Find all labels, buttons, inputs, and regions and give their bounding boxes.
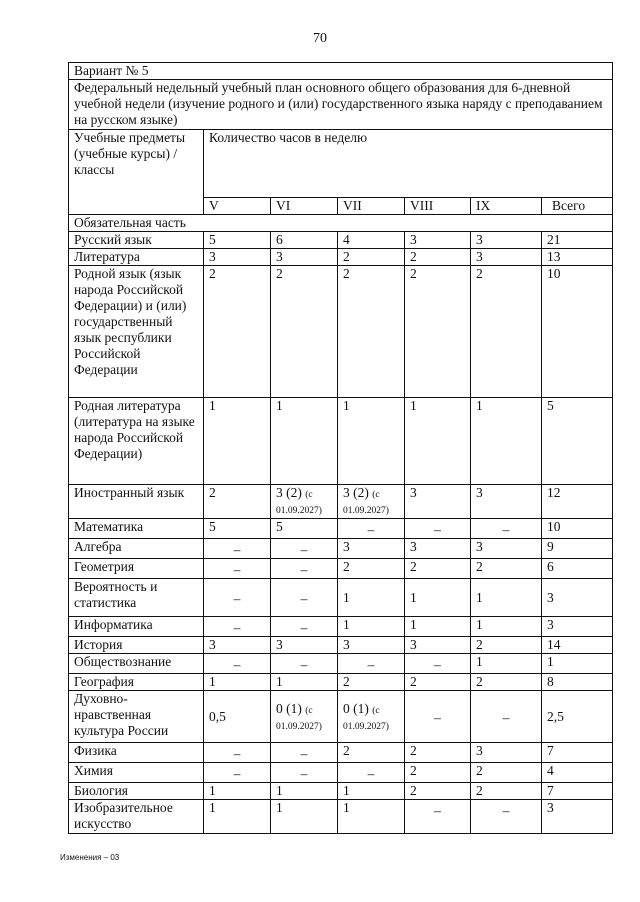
table-row	[69, 674, 613, 691]
hours-dash: –	[367, 657, 375, 672]
hours-cell	[405, 398, 471, 485]
hours-cell	[271, 691, 338, 743]
table-row	[69, 249, 613, 266]
hours-cell	[471, 559, 542, 579]
hours-value: 7	[547, 783, 554, 798]
hours-cell	[338, 579, 405, 617]
hours-value: 1	[343, 800, 350, 815]
hours-cell	[338, 232, 405, 249]
hours-dash: –	[233, 746, 241, 761]
table-row	[69, 743, 613, 763]
hours-cell	[271, 249, 338, 266]
grade-header: Всего	[542, 198, 613, 215]
hours-value: 4	[547, 763, 554, 778]
hours-cell	[271, 485, 338, 519]
hours-cell	[471, 519, 542, 539]
hours-cell	[338, 519, 405, 539]
subject-name: Обществознание	[69, 654, 204, 674]
hours-value: 0 (1)	[343, 700, 369, 716]
hours-cell	[471, 637, 542, 654]
hours-value: 21	[547, 232, 561, 247]
hours-value: 10	[547, 519, 561, 534]
hours-value: 4	[343, 232, 350, 247]
plan-title: Федеральный недельный учебный план основного общего образования для 6-дневной учебной недели (изучение родного и (или) государственного языка наряду с преподаванием на русском языке)	[69, 80, 613, 130]
hours-dash: –	[434, 657, 441, 672]
hours-value: 1	[476, 654, 483, 669]
hours-value: 6	[547, 559, 554, 574]
hours-cell	[338, 398, 405, 485]
hours-value: 3	[410, 637, 417, 652]
footer-note: Изменения – 03	[60, 853, 120, 862]
hours-value: 3	[276, 249, 283, 264]
hours-cell	[542, 559, 613, 579]
hours-value: 2	[476, 559, 483, 574]
hours-cell	[471, 249, 542, 266]
hours-value: 2	[410, 743, 417, 758]
hours-value: 3	[410, 485, 417, 500]
hours-cell	[271, 519, 338, 539]
hours-cell	[271, 579, 338, 617]
hours-cell	[271, 654, 338, 674]
hours-cell	[271, 763, 338, 783]
hours-value: 2	[343, 249, 350, 264]
hours-cell	[204, 559, 271, 579]
hours-cell	[271, 637, 338, 654]
hours-value: 0,5	[209, 708, 226, 724]
hours-cell	[542, 637, 613, 654]
hours-cell	[271, 783, 338, 800]
hours-cell	[204, 674, 271, 691]
hours-value: 2	[276, 266, 283, 281]
hours-dash: –	[300, 562, 308, 577]
hours-value: 3	[209, 637, 216, 652]
hours-cell	[542, 763, 613, 783]
hours-cell	[338, 249, 405, 266]
hours-value: 5	[547, 398, 554, 413]
hours-cell	[405, 637, 471, 654]
hours-value: 1	[476, 617, 483, 632]
hours-cell	[405, 559, 471, 579]
subjects-header: Учебные предметы (учебные курсы) / классы	[69, 130, 204, 215]
hours-value: 2	[476, 266, 483, 281]
hours-value: 2	[410, 763, 417, 778]
hours-value: 1	[343, 783, 350, 798]
hours-cell	[405, 743, 471, 763]
hours-cell	[271, 398, 338, 485]
hours-dash: –	[434, 710, 441, 725]
hours-cell	[542, 232, 613, 249]
hours-value: 8	[547, 674, 554, 689]
hours-cell	[338, 654, 405, 674]
hours-cell	[338, 485, 405, 519]
hours-cell	[405, 617, 471, 637]
hours-cell	[542, 539, 613, 559]
hours-cell	[204, 654, 271, 674]
hours-value: 1	[410, 589, 417, 605]
hours-cell	[471, 485, 542, 519]
hours-cell	[405, 674, 471, 691]
hours-value: 1	[276, 398, 283, 413]
hours-cell	[338, 691, 405, 743]
hours-value: 2	[209, 485, 216, 500]
hours-cell	[271, 266, 338, 398]
table-row	[69, 654, 613, 674]
hours-value: 3	[410, 539, 417, 554]
hours-dash: –	[300, 657, 308, 672]
hours-value: 10	[547, 266, 561, 281]
hours-cell	[471, 617, 542, 637]
hours-dash: –	[233, 620, 241, 635]
hours-cell	[338, 800, 405, 834]
hours-value: 6	[276, 232, 283, 247]
table-row	[69, 559, 613, 579]
subject-name: История	[69, 637, 204, 654]
hours-value: 2	[476, 783, 483, 798]
hours-cell	[471, 743, 542, 763]
hours-value: 2	[476, 763, 483, 778]
hours-cell	[338, 743, 405, 763]
subject-name: Вероятность и статистика	[69, 579, 204, 617]
hours-cell	[405, 654, 471, 674]
hours-value: 2	[343, 743, 350, 758]
hours-cell	[338, 783, 405, 800]
table-row	[69, 539, 613, 559]
hours-value: 1	[209, 783, 216, 798]
hours-dash: –	[367, 522, 375, 537]
subject-name: Математика	[69, 519, 204, 539]
hours-cell	[405, 519, 471, 539]
hours-cell	[542, 783, 613, 800]
hours-cell	[542, 674, 613, 691]
hours-cell	[204, 519, 271, 539]
hours-cell	[271, 617, 338, 637]
hours-value: 3	[276, 637, 283, 652]
table-row	[69, 763, 613, 783]
subject-name: Русский язык	[69, 232, 204, 249]
hours-cell	[405, 266, 471, 398]
hours-value: 3	[476, 249, 483, 264]
hours-dash: –	[434, 803, 441, 818]
table-row	[69, 232, 613, 249]
hours-value: 1	[476, 589, 483, 605]
hours-value: 3	[547, 589, 554, 605]
hours-cell	[405, 232, 471, 249]
hours-cell	[204, 232, 271, 249]
hours-cell	[542, 617, 613, 637]
subject-name: Геометрия	[69, 559, 204, 579]
table-row	[69, 485, 613, 519]
grade-header: VII	[338, 198, 405, 215]
hours-cell	[471, 783, 542, 800]
hours-cell	[204, 485, 271, 519]
hours-cell	[271, 800, 338, 834]
table-row	[69, 266, 613, 398]
grade-header: V	[204, 198, 271, 215]
hours-cell	[204, 691, 271, 743]
hours-dash: –	[300, 620, 308, 635]
hours-cell	[471, 266, 542, 398]
hours-cell	[204, 763, 271, 783]
hours-cell	[542, 579, 613, 617]
hours-cell	[471, 674, 542, 691]
hours-cell	[204, 249, 271, 266]
hours-value: 3	[343, 637, 350, 652]
hours-cell	[405, 579, 471, 617]
section-title: Обязательная часть	[69, 215, 613, 232]
hours-cell	[542, 654, 613, 674]
hours-note: (с 01.09.2027)	[276, 705, 322, 732]
hours-cell	[471, 691, 542, 743]
hours-cell	[338, 674, 405, 691]
hours-value: 7	[547, 743, 554, 758]
hours-value: 1	[276, 783, 283, 798]
hours-cell	[405, 539, 471, 559]
hours-value: 3	[410, 232, 417, 247]
hours-cell	[471, 539, 542, 559]
hours-value: 3	[209, 249, 216, 264]
hours-value: 1	[276, 800, 283, 815]
hours-header: Количество часов в неделю	[204, 130, 613, 198]
hours-cell	[338, 559, 405, 579]
hours-cell	[271, 539, 338, 559]
hours-cell	[542, 691, 613, 743]
hours-cell	[271, 674, 338, 691]
hours-dash: –	[233, 766, 241, 781]
hours-cell	[204, 398, 271, 485]
hours-value: 1	[343, 617, 350, 632]
hours-value: 1	[209, 674, 216, 689]
hours-cell	[204, 637, 271, 654]
hours-cell	[338, 637, 405, 654]
hours-cell	[338, 266, 405, 398]
table-row	[69, 519, 613, 539]
hours-dash: –	[233, 562, 241, 577]
hours-dash: –	[300, 591, 308, 606]
hours-dash: –	[300, 542, 308, 557]
hours-value: 1	[209, 398, 216, 413]
hours-value: 5	[276, 519, 283, 534]
hours-value: 2	[476, 637, 483, 652]
hours-cell	[204, 800, 271, 834]
hours-dash: –	[233, 542, 241, 557]
table-row	[69, 800, 613, 834]
hours-value: 2	[343, 674, 350, 689]
hours-value: 3	[476, 539, 483, 554]
hours-dash: –	[300, 746, 308, 761]
hours-cell	[542, 266, 613, 398]
table-row	[69, 617, 613, 637]
table-row	[69, 783, 613, 800]
hours-cell	[405, 763, 471, 783]
hours-value: 2	[410, 249, 417, 264]
hours-value: 2	[476, 674, 483, 689]
table-row	[69, 637, 613, 654]
subject-name: Физика	[69, 743, 204, 763]
hours-value: 2	[410, 266, 417, 281]
hours-value: 1	[410, 398, 417, 413]
subject-name: Родная литература (литература на языке народа Российской Федерации)	[69, 398, 204, 485]
hours-cell	[204, 266, 271, 398]
hours-cell	[542, 800, 613, 834]
subject-name: Родной язык (язык народа Российской Федерации) и (или) государственный язык республики Российской Федерации	[69, 266, 204, 398]
hours-cell	[405, 485, 471, 519]
hours-cell	[204, 743, 271, 763]
hours-cell	[271, 232, 338, 249]
table-row	[69, 579, 613, 617]
hours-value: 2,5	[547, 708, 564, 724]
hours-cell	[471, 398, 542, 485]
hours-value: 3	[343, 539, 350, 554]
hours-dash: –	[300, 766, 308, 781]
subject-name: Изобразительное искусство	[69, 800, 204, 834]
hours-value: 9	[547, 539, 554, 554]
hours-value: 1	[410, 617, 417, 632]
subject-name: Литература	[69, 249, 204, 266]
hours-value: 5	[209, 232, 216, 247]
table-row	[69, 691, 613, 743]
curriculum-table	[68, 62, 613, 834]
hours-value: 5	[209, 519, 216, 534]
hours-dash: –	[502, 522, 510, 537]
subject-name: Алгебра	[69, 539, 204, 559]
hours-dash: –	[502, 803, 510, 818]
hours-value: 12	[547, 485, 561, 500]
hours-value: 1	[343, 589, 350, 605]
hours-value: 1	[547, 654, 554, 669]
hours-cell	[338, 617, 405, 637]
hours-value: 1	[276, 674, 283, 689]
subject-name: Биология	[69, 783, 204, 800]
hours-value: 1	[209, 800, 216, 815]
hours-cell	[271, 559, 338, 579]
hours-cell	[542, 485, 613, 519]
hours-cell	[204, 579, 271, 617]
hours-value: 3 (2)	[276, 485, 302, 500]
hours-cell	[542, 743, 613, 763]
hours-value: 2	[343, 266, 350, 281]
hours-cell	[542, 398, 613, 485]
table-row	[69, 398, 613, 485]
hours-dash: –	[233, 657, 241, 672]
hours-note: (с 01.09.2027)	[343, 490, 389, 516]
page-number: 70	[313, 31, 327, 46]
hours-cell	[338, 539, 405, 559]
hours-dash: –	[367, 766, 375, 781]
variant-title: Вариант № 5	[69, 63, 613, 80]
hours-value: 2	[410, 783, 417, 798]
hours-value: 3	[547, 800, 554, 815]
hours-cell	[405, 800, 471, 834]
subject-name: Духовно-нравственная культура России	[69, 691, 204, 743]
hours-value: 1	[476, 398, 483, 413]
hours-dash: –	[434, 522, 441, 537]
hours-cell	[338, 763, 405, 783]
subject-name: География	[69, 674, 204, 691]
hours-value: 1	[343, 398, 350, 413]
hours-cell	[471, 654, 542, 674]
hours-dash: –	[233, 591, 241, 606]
hours-cell	[471, 232, 542, 249]
hours-value: 3	[476, 485, 483, 500]
hours-value: 3 (2)	[343, 485, 369, 500]
hours-cell	[542, 249, 613, 266]
hours-value: 14	[547, 637, 561, 652]
hours-cell	[204, 617, 271, 637]
subject-name: Иностранный язык	[69, 485, 204, 519]
hours-value: 3	[476, 743, 483, 758]
hours-value: 2	[343, 559, 350, 574]
subject-name: Информатика	[69, 617, 204, 637]
grade-header: IX	[471, 198, 542, 215]
hours-cell	[405, 691, 471, 743]
hours-value: 2	[410, 559, 417, 574]
grade-header: VI	[271, 198, 338, 215]
subject-rows	[69, 232, 613, 834]
hours-value: 2	[410, 674, 417, 689]
hours-cell	[405, 249, 471, 266]
hours-cell	[204, 539, 271, 559]
hours-value: 3	[476, 232, 483, 247]
hours-value: 0 (1)	[276, 700, 302, 716]
hours-note: (с 01.09.2027)	[276, 490, 322, 516]
hours-cell	[471, 800, 542, 834]
hours-cell	[471, 579, 542, 617]
hours-cell	[271, 743, 338, 763]
hours-cell	[471, 763, 542, 783]
hours-cell	[405, 783, 471, 800]
hours-note: (с 01.09.2027)	[343, 705, 389, 732]
grade-header: VIII	[405, 198, 471, 215]
hours-value: 13	[547, 249, 561, 264]
hours-value: 2	[209, 266, 216, 281]
subject-name: Химия	[69, 763, 204, 783]
hours-cell	[542, 519, 613, 539]
hours-dash: –	[502, 710, 510, 725]
hours-cell	[204, 783, 271, 800]
hours-value: 3	[547, 617, 554, 632]
